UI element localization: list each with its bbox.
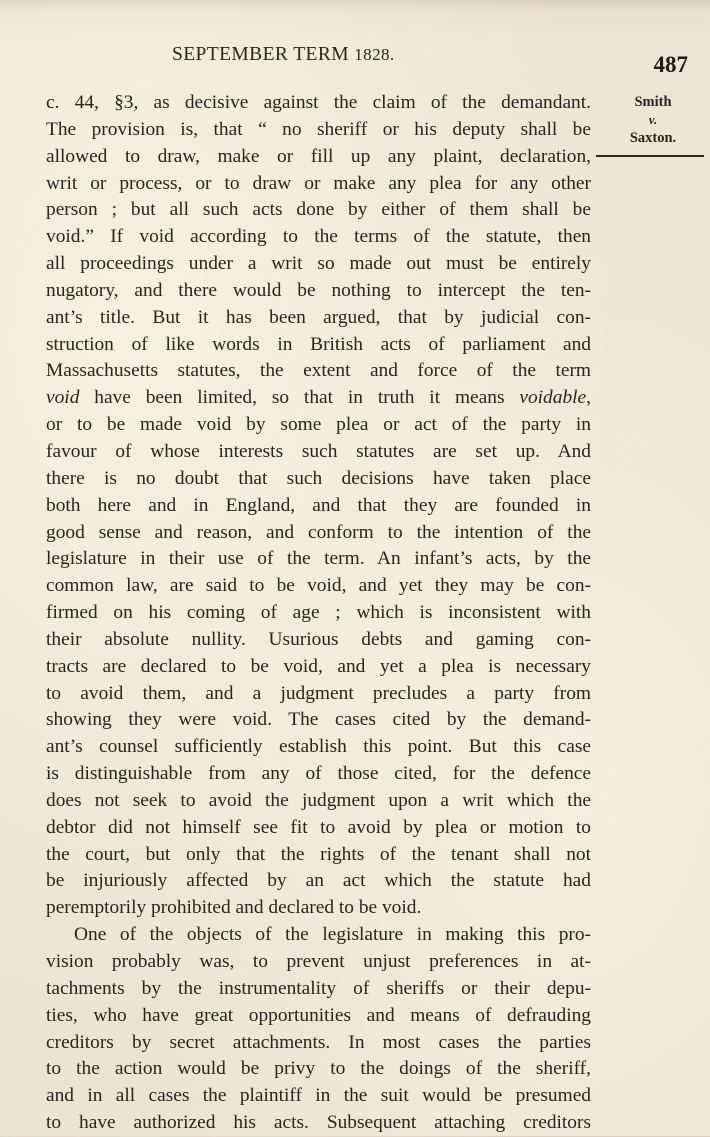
text-line: there is no doubt that such decisions have taken place [46,467,591,489]
running-head [172,44,395,66]
text-line: their absolute nullity. Usurious debts and gaming con- [46,628,591,650]
text-line: to have authorized his acts. Subsequent attaching creditors [46,1112,591,1134]
text-line: both here and in England, and that they are founded in [46,494,591,516]
text-line: vision probably was, to prevent unjust preferences in at- [46,951,591,972]
italic-word-void: void [46,387,80,409]
marginal-rule [596,155,704,157]
marginal-plaintiff: Smith [634,94,672,110]
running-year: 1828. [354,45,395,64]
paragraph-end-line: peremptorily prohibited and declared to be void. [46,897,422,919]
text-line-italic [46,385,591,412]
text-segment: have been limited, so that in truth it means [79,387,520,409]
italic-word-voidable: voidable [519,387,587,409]
text-line: struction of like words in British acts of parliament and [46,333,591,355]
text-line: firmed on his coming of age ; which is inconsistent with [46,602,591,624]
text-line: does not seek to avoid the judgment upon a writ which the [46,789,591,811]
text-line: be injuriously affected by an act which the statute had [46,870,591,892]
text-line: allowed to draw, make or fill up any plaint, declaration, [46,145,591,167]
text-line: c. 44, §3, as decisive against the claim of the demandant. [46,92,591,113]
marginal-versus: v. [648,112,658,127]
text-line: ant’s title. But it has been argued, that by judicial con- [46,306,591,328]
text-line: Massachusetts statutes, the extent and force of the term [46,360,591,382]
text-segment: , [586,387,591,409]
paragraph-start-line: One of the objects of the legislature in making this pro- [74,924,591,946]
text-line: to the action would be privy to the doings of the sheriff, [46,1058,591,1080]
text-line: void.” If void according to the terms of the statute, then [46,226,591,248]
page-number: 487 [653,52,688,77]
text-line: ant’s counsel sufficiently establish this point. But this case [46,736,591,758]
text-line: to avoid them, and a judgment precludes a party from [46,682,591,704]
text-line: nugatory, and there would be nothing to intercept the ten- [46,279,591,301]
text-line: tracts are declared to be void, and yet a plea is necessary [46,655,591,677]
running-title: SEPTEMBER TERM [172,44,349,65]
text-line: tachments by the instrumentality of sheriffs or their depu- [46,977,591,999]
text-line: common law, are said to be void, and yet they may be con- [46,575,591,597]
text-line: and in all cases the plaintiff in the suit would be presumed [46,1085,591,1107]
text-line: is distinguishable from any of those cited, for the defence [46,763,591,785]
text-line: showing they were void. The cases cited by the demand- [46,709,591,731]
text-line: favour of whose interests such statutes are set up. And [46,440,591,462]
text-line: all proceedings under a writ so made out must be entirely [46,253,591,275]
text-line: person ; but all such acts done by either of them shall be [46,199,591,221]
text-line: writ or process, or to draw or make any plea for any other [46,172,591,194]
text-line: ties, who have great opportunities and means of defrauding [46,1004,591,1026]
text-line: legislature in their use of the term. An infant’s acts, by the [46,548,591,570]
marginal-case-caption [612,93,694,147]
text-line: The provision is, that “ no sheriff or his deputy shall be [46,118,591,140]
text-line: debtor did not himself see fit to avoid by plea or motion to [46,816,591,838]
text-line: creditors by secret attachments. In most cases the parties [46,1031,591,1053]
text-line: the court, but only that the rights of the tenant shall not [46,843,591,865]
marginal-defendant: Saxton. [629,130,677,146]
text-line: or to be made void by some plea or act of the party in [46,414,591,436]
body-text [46,90,591,1137]
text-line: good sense and reason, and conform to the intention of the [46,521,591,543]
